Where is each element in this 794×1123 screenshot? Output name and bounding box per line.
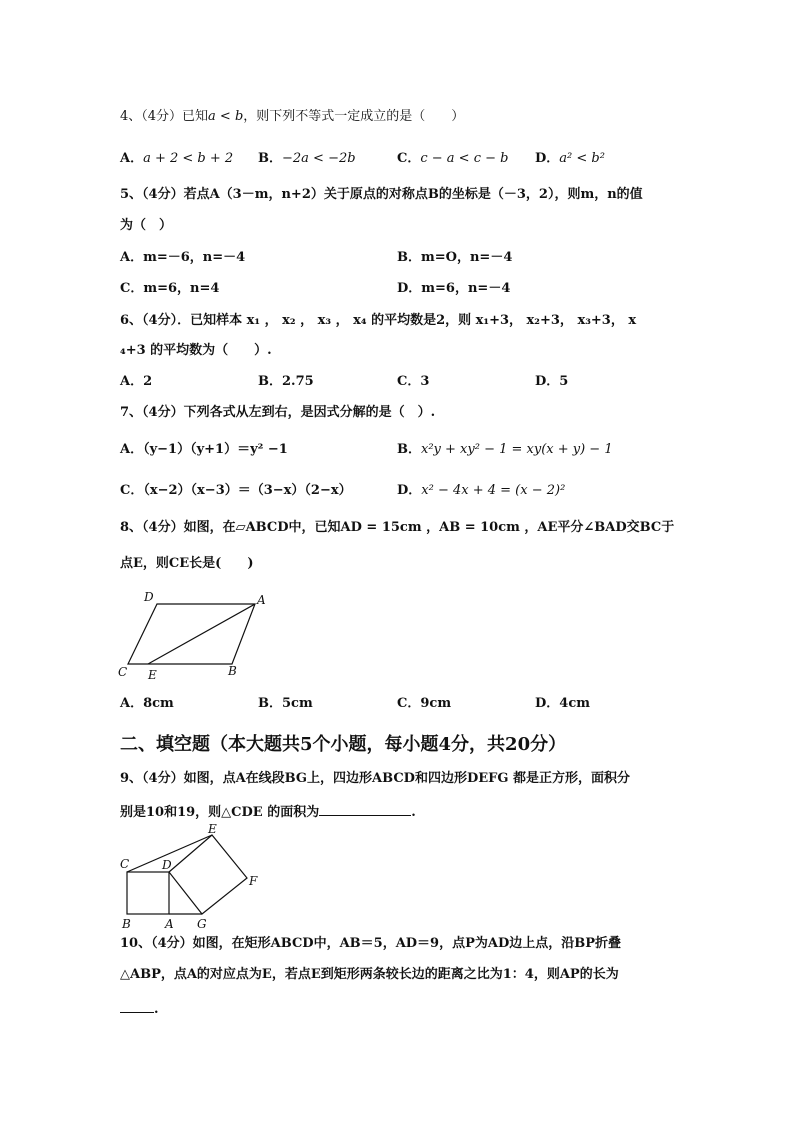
q9-label-g: G [197,917,207,931]
q8-option-c: C．9cm [397,696,452,711]
q4-option-b: B．−2a < −2b [258,151,356,166]
q5-option-d: D．m=6，n=－4 [397,281,511,296]
q10-answer-blank [120,998,154,1013]
q8-option-d: D．4cm [535,696,590,711]
q4-stem-math: a < b [208,109,244,124]
q5-stem-line1: 5、（4分）若点A（3－m，n+2）关于原点的对称点B的坐标是（－3，2），则m，n的值 [120,187,643,202]
q8-label-e: E [148,668,157,682]
q9-label-d: D [162,858,172,872]
q9-stem-line2: 别是10和19，则△CDE 的面积为 . [120,801,416,823]
q4-option-a: A．a + 2 < b + 2 [120,151,234,166]
q7-option-d: D．x² − 4x + 4 = (x − 2)² [397,483,566,498]
q9-answer-blank [319,801,411,816]
q4-stem: 4、（4分）已知a < b，则下列不等式一定成立的是（ ） [120,109,465,124]
q5-option-a: A．m=－6，n=－4 [120,250,246,265]
q8-option-a: A．8cm [120,696,174,711]
q9-label-e: E [208,822,217,836]
q8-option-b: B．5cm [258,696,313,711]
q10-stem-line1: 10、（4分）如图，在矩形ABCD中，AB＝5，AD＝9，点P为AD边上点，沿BP折叠 [120,936,621,951]
q7-option-b: B．x²y + xy² − 1 = xy(x + y) − 1 [397,442,613,457]
q8-parallelogram-figure [110,584,270,684]
q6-option-c: C．3 [397,374,430,389]
q9-stem-line1: 9、（4分）如图，点A在线段BG上，四边形ABCD和四边形DEFG 都是正方形，面积分 [120,771,630,786]
q8-label-a: A [257,593,266,607]
q9-squares-figure [112,822,262,932]
q10-stem-line2: △ABP，点A的对应点为E，若点E到矩形两条较长边的距离之比为1：4，则AP的长为 [120,967,619,982]
q9-label-f: F [249,874,258,888]
q7-option-c: C．（x−2）（x−3）＝（3−x）（2−x） [120,483,352,498]
q10-stem-line3: . [120,998,159,1020]
q7-stem: 7、（4分）下列各式从左到右，是因式分解的是（ ）. [120,405,436,420]
q7-option-a: A．（y−1）（y+1）＝y² −1 [120,442,288,457]
q6-stem-line2: ₄+3 的平均数为（ ）. [120,343,272,358]
q5-option-b: B．m=O，n=－4 [397,250,513,265]
q8-stem-line1: 8、（4分）如图，在▱ABCD中，已知AD = 15cm ，AB = 10cm ，AE平分∠BAD交BC于 [120,520,675,535]
q6-stem-line1: 6、（4分）．已知样本 x₁ ， x₂ ， x₃ ， x₄ 的平均数是2，则 x₁+3， x₂+3， x₃+3， x [120,313,637,328]
q8-label-c: C [118,665,128,679]
q6-option-a: A．2 [120,374,153,389]
q8-label-b: B [228,664,237,678]
q8-label-d: D [144,590,154,604]
q6-option-b: B．2.75 [258,374,314,389]
q4-option-c: C．c − a < c − b [397,151,509,166]
q5-option-c: C．m=6，n=4 [120,281,220,296]
q8-stem-line2: 点E，则CE长是( ) [120,556,254,571]
section-2-title: 二、填空题（本大题共5个小题，每小题4分，共20分） [120,734,567,755]
q9-label-c: C [120,857,130,871]
q4-option-d: D．a² < b² [535,151,605,166]
q6-option-d: D．5 [535,374,569,389]
q9-label-a: A [165,917,174,931]
q9-label-b: B [122,917,131,931]
q5-stem-line2: 为（ ） [120,218,173,233]
